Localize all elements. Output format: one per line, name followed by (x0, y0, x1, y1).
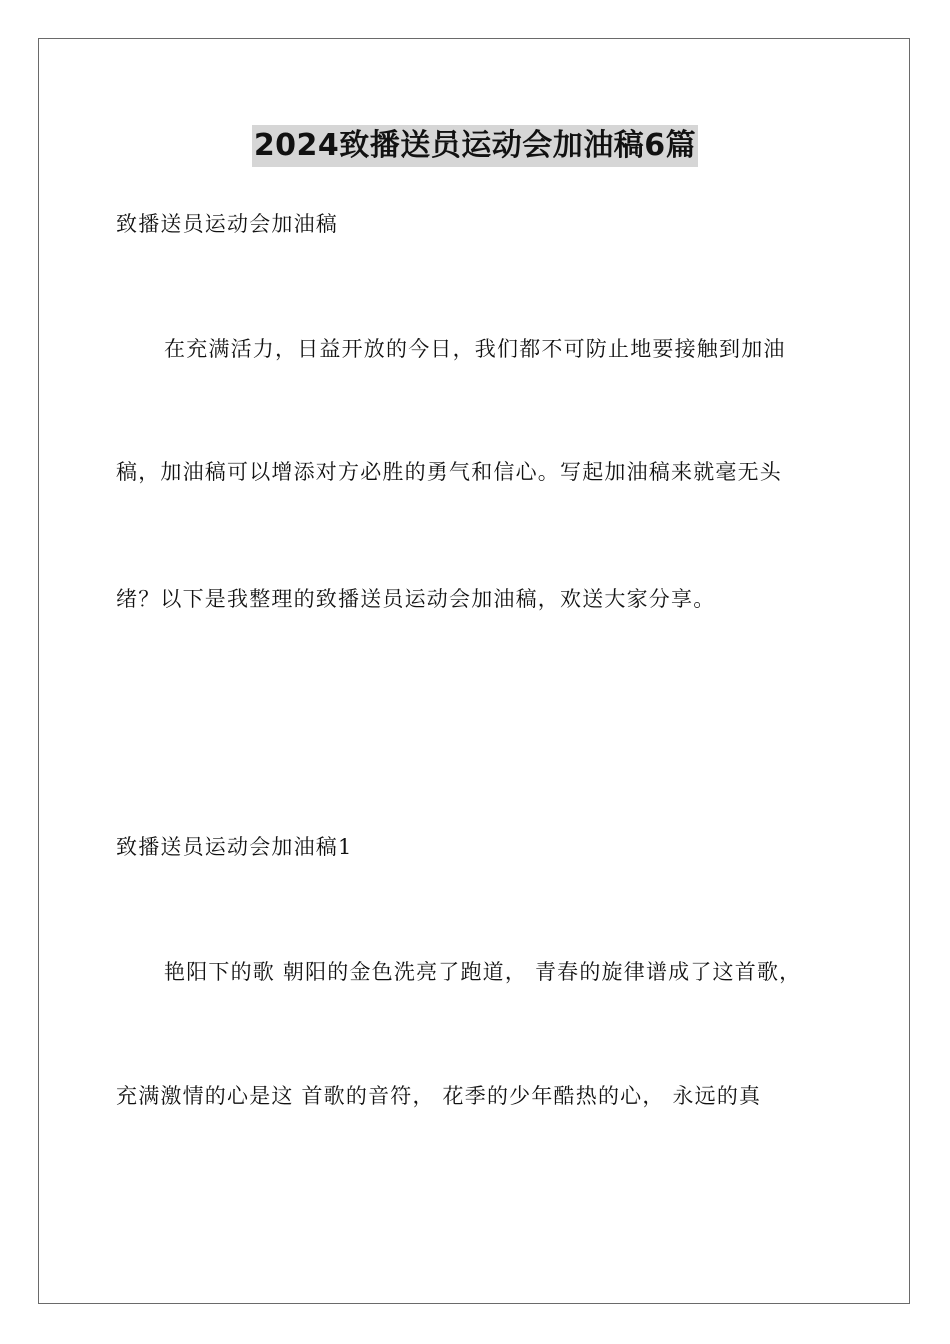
section-heading: 致播送员运动会加油稿1 (116, 835, 353, 859)
intro-paragraph-line: 在充满活力，日益开放的今日，我们都不可防止地要接触到加油 (164, 337, 786, 361)
intro-paragraph-line: 绪？以下是我整理的致播送员运动会加油稿，欢送大家分享。 (116, 587, 716, 611)
document-subtitle: 致播送员运动会加油稿 (116, 212, 338, 236)
document-title: 2024致播送员运动会加油稿6篇 (252, 125, 698, 167)
intro-paragraph-line: 稿，加油稿可以增添对方必胜的勇气和信心。写起加油稿来就毫无头 (116, 460, 782, 484)
section-paragraph-line: 艳阳下的歌 朝阳的金色洗亮了跑道， 青春的旋律谱成了这首歌， (164, 960, 802, 984)
section-paragraph-line: 充满激情的心是这 首歌的音符， 花季的少年酷热的心， 永远的真 (116, 1084, 762, 1108)
title-container (0, 125, 950, 167)
